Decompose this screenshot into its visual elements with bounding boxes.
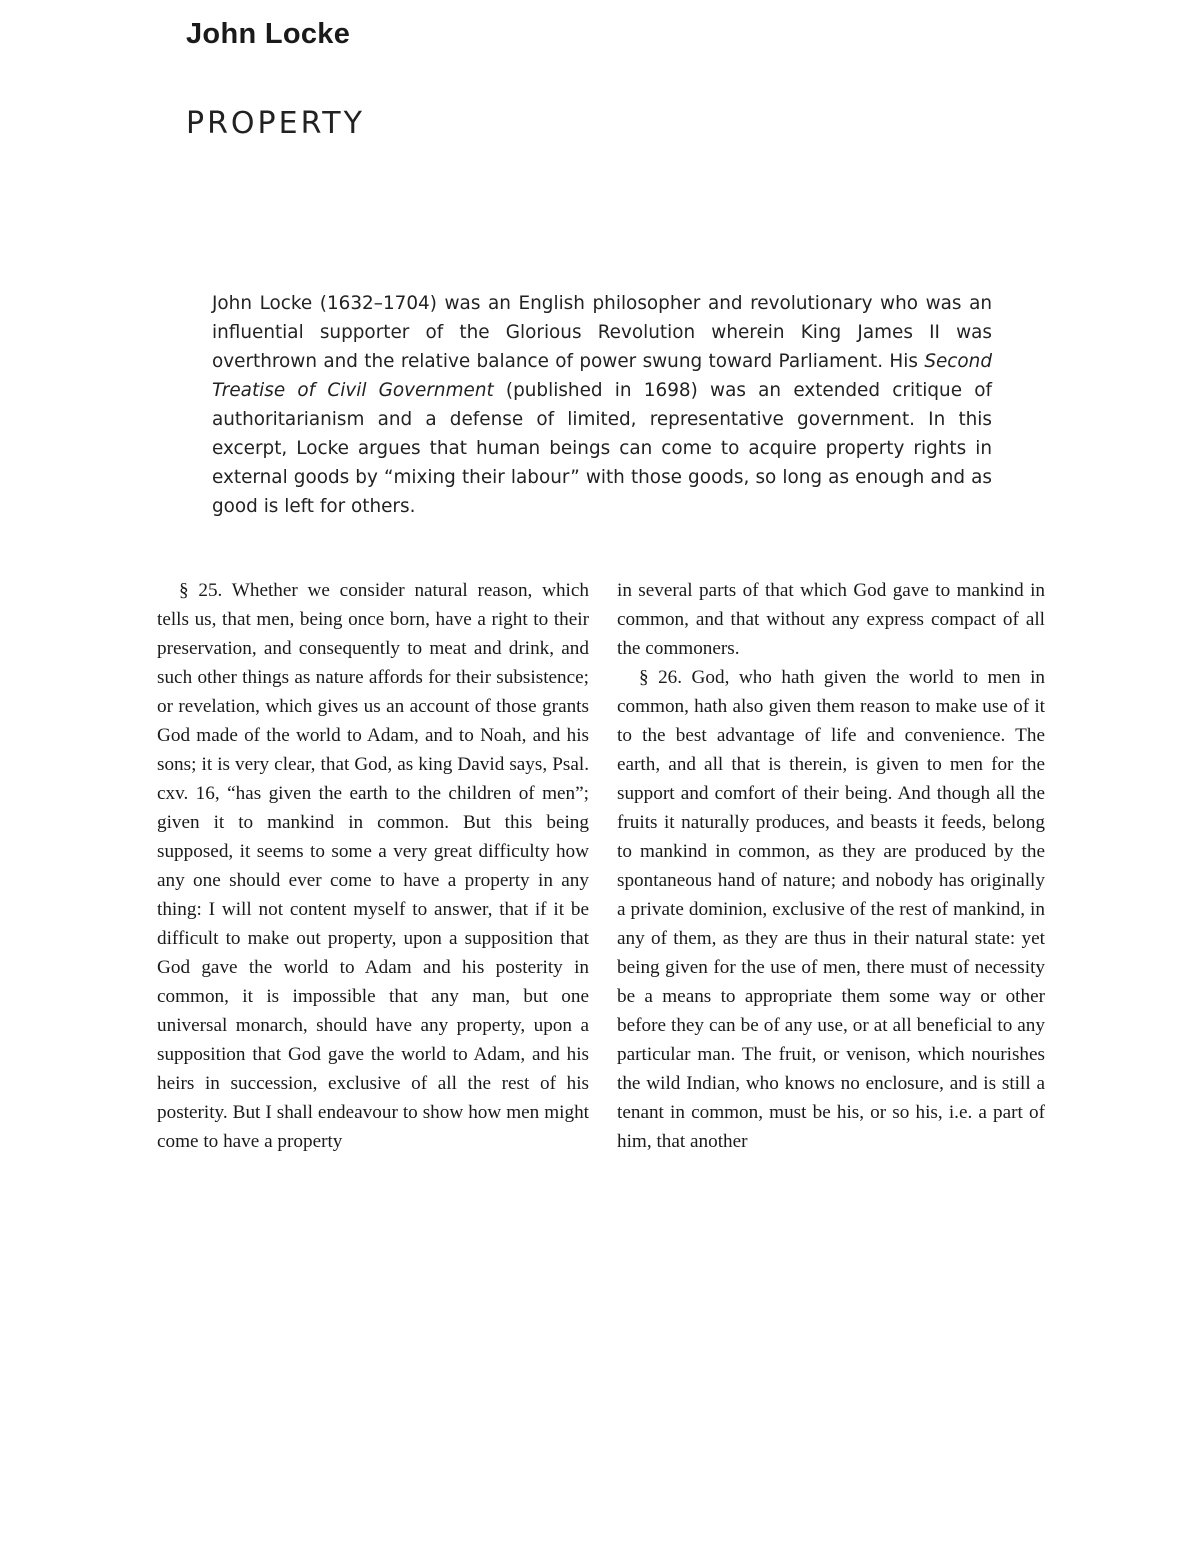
intro-text-part1: John Locke (1632–1704) was an English philosopher and revolutionary who was an influential supporter of the Glorious Revolution wherein King James II was overthrown and the relative balance of power swung toward Parliament. His: [212, 293, 992, 372]
author-name: John Locke: [186, 18, 351, 50]
body-column-left: [157, 576, 589, 1156]
chapter-title: PROPERTY: [186, 106, 365, 141]
section-25-paragraph: § 25. Whether we consider natural reason, which tells us, that men, being once born, have a right to their preservation, and consequently to meat and drink, and such other things as nature affords for their subsistence; or revelation, which gives us an account of those grants God made of the world to Adam, and to Noah, and his sons; it is very clear, that God, as king David says, Psal. cxv. 16, “has given the earth to the children of men”; given it to mankind in common. But this being supposed, it seems to some a very great difficulty how any one should ever come to have a property in any thing: I will not content myself to answer, that if it be difficult to make out property, upon a supposition that God gave the world to Adam and his posterity in common, it is impossible that any man, but one universal monarch, should have any property, upon a supposition that God gave the world to Adam, and his heirs in succession, exclusive of all the rest of his posterity. But I shall endeavour to show how men might come to have a property: [157, 580, 589, 1152]
intro-text-part2: (published in 1698) was an extended critique of authoritarianism and a defense of limited, representative government. In this excerpt, Locke argues that human beings can come to acquire property rights in external goods by “mixing their labour” with those goods, so long as enough and as good is left for others.: [212, 380, 992, 517]
intro-work-title: Second Treatise of Civil Government: [212, 351, 992, 401]
intro-paragraph: [212, 289, 992, 521]
section-25-continuation: in several parts of that which God gave to mankind in common, and that without any express compact of all the commoners.: [617, 580, 1045, 659]
body-column-right: [617, 576, 1045, 1156]
section-26-paragraph: § 26. God, who hath given the world to men in common, hath also given them reason to make use of it to the best advantage of life and convenience. The earth, and all that is therein, is given to men for the support and comfort of their being. And though all the fruits it naturally produces, and beasts it feeds, belong to mankind in common, as they are produced by the spontaneous hand of nature; and nobody has originally a private dominion, exclusive of the rest of mankind, in any of them, as they are thus in their natural state: yet being given for the use of men, there must of necessity be a means to appropriate them some way or other before they can be of any use, or at all beneficial to any particular man. The fruit, or venison, which nourishes the wild Indian, who knows no enclosure, and is still a tenant in common, must be his, or so his, i.e. a part of him, that another: [617, 667, 1045, 1152]
